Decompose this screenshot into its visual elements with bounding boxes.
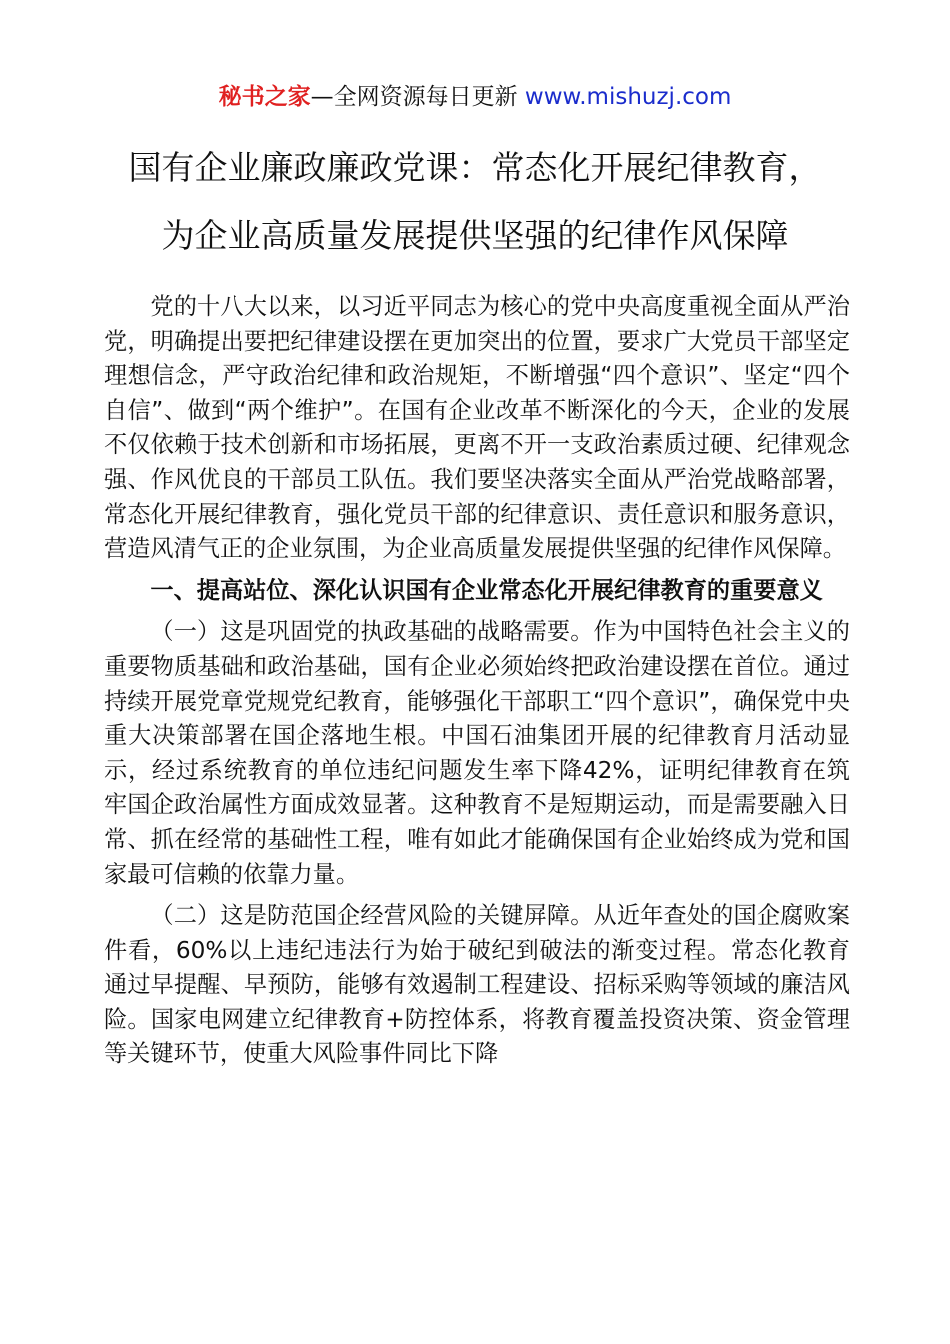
site-header [0, 82, 950, 112]
document-title-line-1: 国有企业廉政廉政党课：常态化开展纪律教育， [128, 148, 822, 187]
document-title-line-2: 为企业高质量发展提供坚强的纪律作风保障 [161, 216, 789, 255]
document-body [104, 290, 850, 1072]
site-url: www.mishuzj.com [524, 84, 732, 110]
section-heading-1: 一、提高站位、深化认识国有企业常态化开展纪律教育的重要意义 [150, 576, 823, 604]
point-paragraph-1: （一）这是巩固党的执政基础的战略需要。作为中国特色社会主义的重要物质基础和政治基础，国有企业必须始终把政治建设摆在首位。通过持续开展党章党规党纪教育，能够强化干部职工“四个意识”，确保党中央重大决策部署在国企落地生根。中国石油集团开展的纪律教育月活动显示，经过系统教育的单位违纪问题发生率下降42%，证明纪律教育在筑牢国企政治属性方面成效显著。这种教育不是短期运动，而是需要融入日常、抓在经常的基础性工程，唯有如此才能确保国有企业始终成为党和国家最可信赖的依靠力量。 [104, 618, 850, 888]
header-tagline: —全网资源每日更新 [310, 84, 525, 110]
brand-name: 秘书之家 [218, 84, 311, 110]
point-paragraph-2: （二）这是防范国企经营风险的关键屏障。从近年查处的国企腐败案件看，60%以上违纪违法行为始于破纪到破法的渐变过程。常态化教育通过早提醒、早预防，能够有效遏制工程建设、招标采购等领域的廉洁风险。国家电网建立纪律教育+防控体系，将教育覆盖投资决策、资金管理等关键环节，使重大风险事件同比下降 [104, 902, 850, 1068]
intro-paragraph: 党的十八大以来，以习近平同志为核心的党中央高度重视全面从严治党，明确提出要把纪律建设摆在更加突出的位置，要求广大党员干部坚定理想信念，严守政治纪律和政治规矩，不断增强“四个意识”、坚定“四个自信”、做到“两个维护”。在国有企业改革不断深化的今天，企业的发展不仅依赖于技术创新和市场拓展，更离不开一支政治素质过硬、纪律观念强、作风优良的干部员工队伍。我们要坚决落实全面从严治党战略部署，常态化开展纪律教育，强化党员干部的纪律意识、责任意识和服务意识，营造风清气正的企业氛围，为企业高质量发展提供坚强的纪律作风保障。 [104, 293, 850, 563]
